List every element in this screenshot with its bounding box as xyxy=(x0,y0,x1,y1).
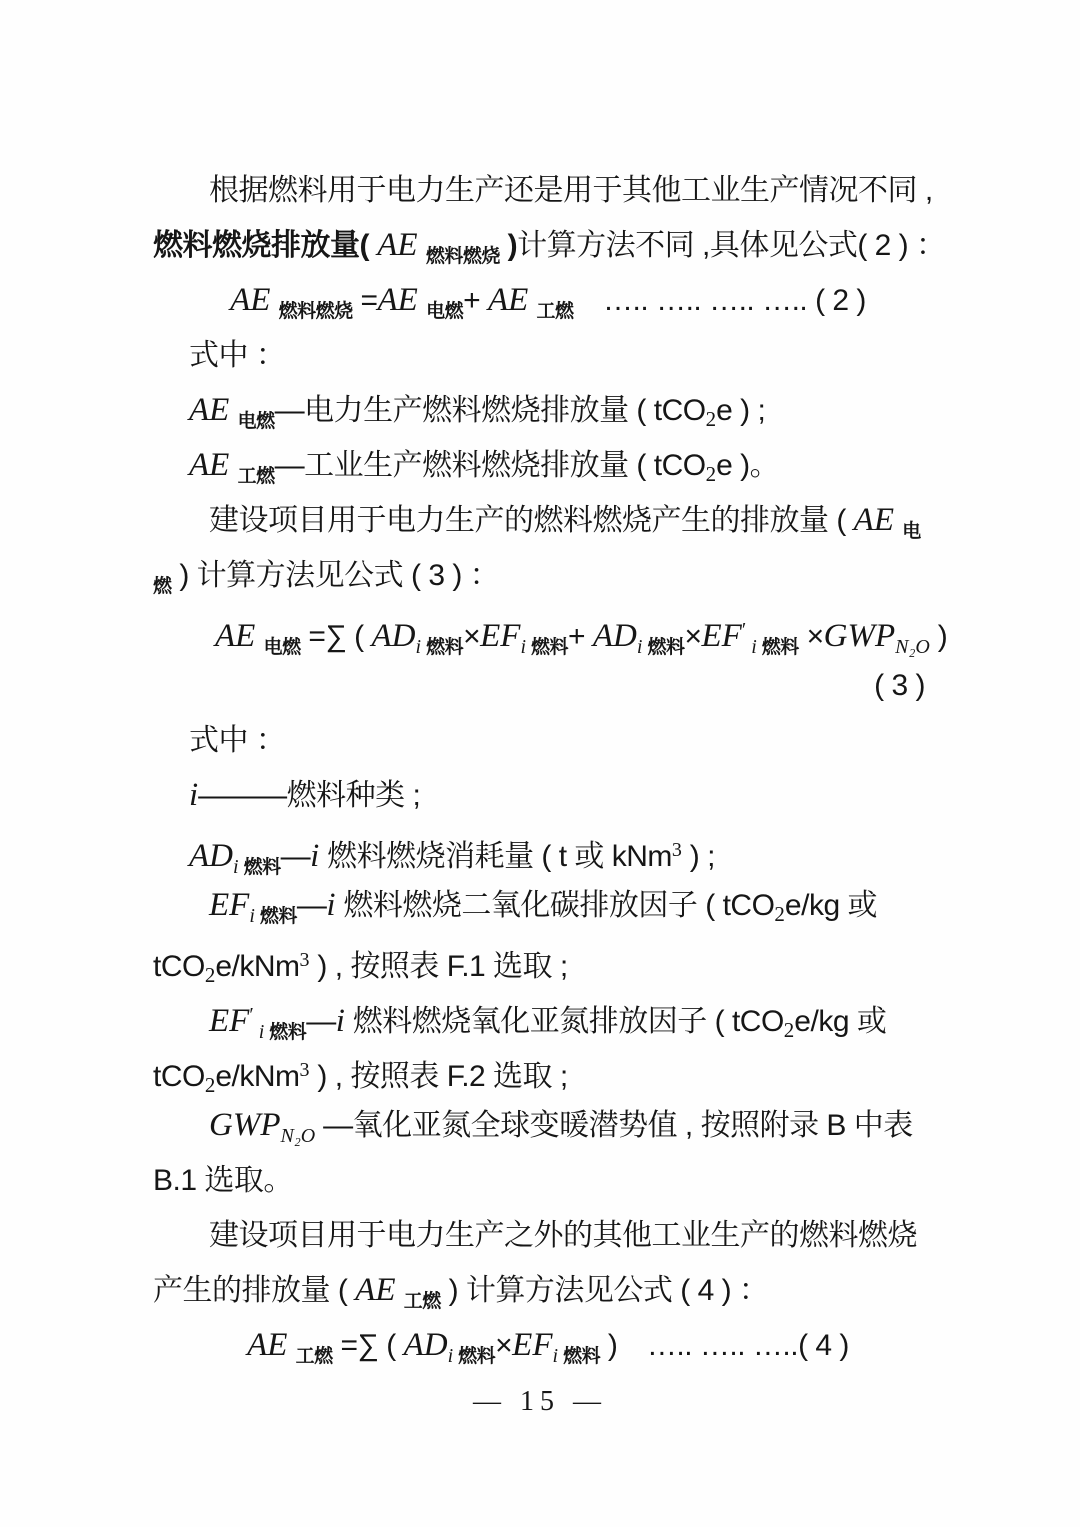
text-segment: 工燃 xyxy=(237,466,275,487)
text-segment: 3 xyxy=(671,839,682,861)
text-segment: AE xyxy=(377,282,427,318)
text-segment: AD xyxy=(403,1327,448,1363)
formula-4 xyxy=(153,1318,943,1373)
text-segment: 燃料燃烧氧化亚氮排放因子 ( tCO xyxy=(344,1005,784,1038)
text-segment: 燃 xyxy=(153,576,172,597)
text-segment: 式中 ： xyxy=(189,724,286,757)
formula-2 xyxy=(153,273,943,328)
text-segment: e/kg 或 xyxy=(794,1005,887,1038)
text-segment: i xyxy=(335,1003,345,1039)
text-segment: B.1 选取。 xyxy=(153,1164,293,1197)
text-segment: AD xyxy=(189,838,233,874)
definition-ef-line-1 xyxy=(153,878,943,933)
text-segment: i xyxy=(249,905,260,927)
text-segment: i xyxy=(233,856,244,878)
page-number: — 15 — xyxy=(473,1386,607,1417)
text-segment: 电燃 xyxy=(263,637,301,658)
definition-ae-dianran xyxy=(153,383,943,438)
text-segment: 2 xyxy=(204,1073,216,1097)
text-segment: 燃料 xyxy=(243,857,281,878)
text-segment: 工燃 xyxy=(295,1346,333,1367)
text-segment: AE xyxy=(215,618,264,654)
text-segment: AE xyxy=(230,282,279,318)
text-segment: × xyxy=(463,620,481,653)
text-segment: ( 3 ) xyxy=(874,669,925,702)
formula-3-number xyxy=(153,658,943,713)
text-segment: ) , 按照表 F.2 选取 ; xyxy=(309,1060,568,1093)
paragraph-3-line-2 xyxy=(153,1263,943,1318)
text-segment: e/kNm xyxy=(215,950,300,983)
text-segment: EF xyxy=(209,1003,250,1039)
text-segment: 2 xyxy=(783,1018,795,1042)
text-segment: ) xyxy=(929,620,948,653)
text-segment: ) , 按照表 F.1 选取 ; xyxy=(309,950,568,983)
text-segment: 2 xyxy=(774,902,785,926)
text-segment: i xyxy=(552,1345,564,1367)
text-segment: i xyxy=(253,1021,270,1043)
text-segment: EF xyxy=(512,1327,553,1363)
text-segment: + xyxy=(463,284,488,317)
text-segment: + xyxy=(568,620,593,653)
text-segment: N₂O xyxy=(895,636,930,658)
text-segment: ….. ….. ….. ….. ( 2 ) xyxy=(573,284,866,317)
definition-ef-prime-line-1 xyxy=(153,988,943,1043)
text-segment: AD xyxy=(371,618,416,654)
text-segment: i xyxy=(326,887,336,923)
definition-gwp xyxy=(153,1098,943,1153)
text-segment: i xyxy=(636,636,648,658)
text-segment: i xyxy=(520,636,531,658)
text-segment: AE xyxy=(487,282,537,318)
text-segment: 燃料 xyxy=(269,1022,307,1043)
text-segment: ) ; xyxy=(681,840,715,873)
text-segment: —工业生产燃料燃烧排放量 ( tCO xyxy=(274,449,706,482)
text-segment: 燃料 xyxy=(531,637,569,658)
text-segment: 燃料 xyxy=(761,637,799,658)
text-segment: 燃料燃烧二氧化碳排放因子 ( tCO xyxy=(335,889,775,922)
text-segment: 燃料燃烧 xyxy=(278,301,353,322)
text-segment: e ) ; xyxy=(716,394,766,427)
document-content xyxy=(153,163,948,1373)
text-segment: 燃料 xyxy=(426,637,464,658)
text-segment: 燃料 xyxy=(647,637,685,658)
text-segment: i xyxy=(746,636,762,658)
text-segment: 2 xyxy=(705,407,717,431)
formula-legend-intro-2 xyxy=(153,713,943,768)
text-segment: —氧化亚氮全球变暖潜势值 , 按照附录 B 中表 xyxy=(315,1109,913,1142)
text-segment: ) 计算方法见公式 ( 4 ) ： xyxy=(440,1274,769,1307)
text-segment: — xyxy=(280,840,311,873)
text-segment: AE xyxy=(369,227,426,263)
text-segment: 燃料燃烧消耗量 ( t 或 kNm xyxy=(319,840,672,873)
definition-gwp-line-2 xyxy=(153,1153,943,1208)
text-segment: ) ….. ….. …..( 4 ) xyxy=(600,1329,849,1362)
text-segment: e/kNm xyxy=(215,1060,300,1093)
definition-ef-prime-line-2 xyxy=(153,1043,943,1098)
text-segment: ———燃料种类 ; xyxy=(198,779,421,812)
text-segment: 电燃 xyxy=(237,411,275,432)
text-segment: 建设项目用于电力生产的燃料燃烧产生的排放量 ( xyxy=(209,504,854,537)
text-segment: EF xyxy=(701,618,742,654)
text-segment: N₂O xyxy=(280,1125,316,1147)
paragraph-2-line-1 xyxy=(153,493,943,548)
text-segment: AE xyxy=(853,502,903,538)
paragraph-2-line-2 xyxy=(153,548,943,603)
text-segment: ′ xyxy=(741,619,747,641)
text-segment: 燃料燃烧排放量( xyxy=(153,229,369,262)
text-segment: —电力生产燃料燃烧排放量 ( tCO xyxy=(274,394,706,427)
text-segment: AD xyxy=(592,618,637,654)
text-segment: 产生的排放量 ( xyxy=(153,1274,356,1307)
text-segment: EF xyxy=(209,887,250,923)
text-segment: × xyxy=(495,1329,513,1362)
text-segment: 燃料 xyxy=(259,906,297,927)
text-segment: i xyxy=(415,636,427,658)
paragraph-1-line-2 xyxy=(153,218,946,273)
text-segment: 根据燃料用于电力生产还是用于其他工业生产情况不同 , xyxy=(209,174,933,207)
text-segment: — xyxy=(296,889,327,922)
text-segment: i xyxy=(447,1345,459,1367)
text-segment: GWP xyxy=(823,618,896,654)
definition-ae-gongran xyxy=(153,438,943,493)
text-segment: × xyxy=(798,620,824,653)
definition-i xyxy=(153,768,943,823)
text-segment: 2 xyxy=(204,963,216,987)
paragraph-3-line-1 xyxy=(153,1208,943,1263)
text-segment: 建设项目用于电力生产之外的其他工业生产的燃料燃烧 xyxy=(209,1219,917,1252)
formula-3 xyxy=(153,603,948,658)
text-segment: 电燃 xyxy=(426,301,464,322)
text-segment: 电 xyxy=(902,521,921,542)
definition-ad xyxy=(153,823,943,878)
text-segment: AE xyxy=(247,1327,296,1363)
text-segment: 燃料 xyxy=(458,1346,496,1367)
text-segment: tCO xyxy=(153,950,205,983)
text-segment: e/kg 或 xyxy=(784,889,877,922)
text-segment: tCO xyxy=(153,1060,205,1093)
text-segment: 3 xyxy=(299,1059,310,1081)
text-segment: 工燃 xyxy=(536,301,574,322)
text-segment: i xyxy=(189,777,199,813)
text-segment: 式中 ： xyxy=(189,339,286,372)
text-segment: =∑ ( xyxy=(300,620,372,653)
text-segment: 3 xyxy=(299,949,310,971)
formula-legend-intro-1 xyxy=(153,328,943,383)
text-segment: = xyxy=(352,284,378,317)
text-segment: GWP xyxy=(209,1107,281,1143)
text-segment: AE xyxy=(355,1272,404,1308)
text-segment: AE xyxy=(189,447,238,483)
text-segment: EF xyxy=(480,618,521,654)
text-segment: × xyxy=(684,620,702,653)
text-segment: ′ xyxy=(249,1004,254,1026)
text-segment: i xyxy=(310,838,320,874)
text-segment: 2 xyxy=(705,462,717,486)
paragraph-1-line-1 xyxy=(153,163,943,218)
text-segment: ) xyxy=(499,229,518,262)
text-segment: 燃料燃烧 xyxy=(425,246,500,267)
text-segment: AE xyxy=(189,392,238,428)
text-segment: — xyxy=(306,1005,336,1038)
text-segment: 燃料 xyxy=(563,1346,601,1367)
text-segment: =∑ ( xyxy=(332,1329,404,1362)
text-segment: ) 计算方法见公式 ( 3 ) ： xyxy=(171,559,500,592)
definition-ef-line-2 xyxy=(153,933,943,988)
text-segment: 计算方法不同 ,具体见公式( 2 ) ： xyxy=(517,229,946,262)
text-segment: 工燃 xyxy=(403,1291,441,1312)
text-segment: e )。 xyxy=(716,449,780,482)
